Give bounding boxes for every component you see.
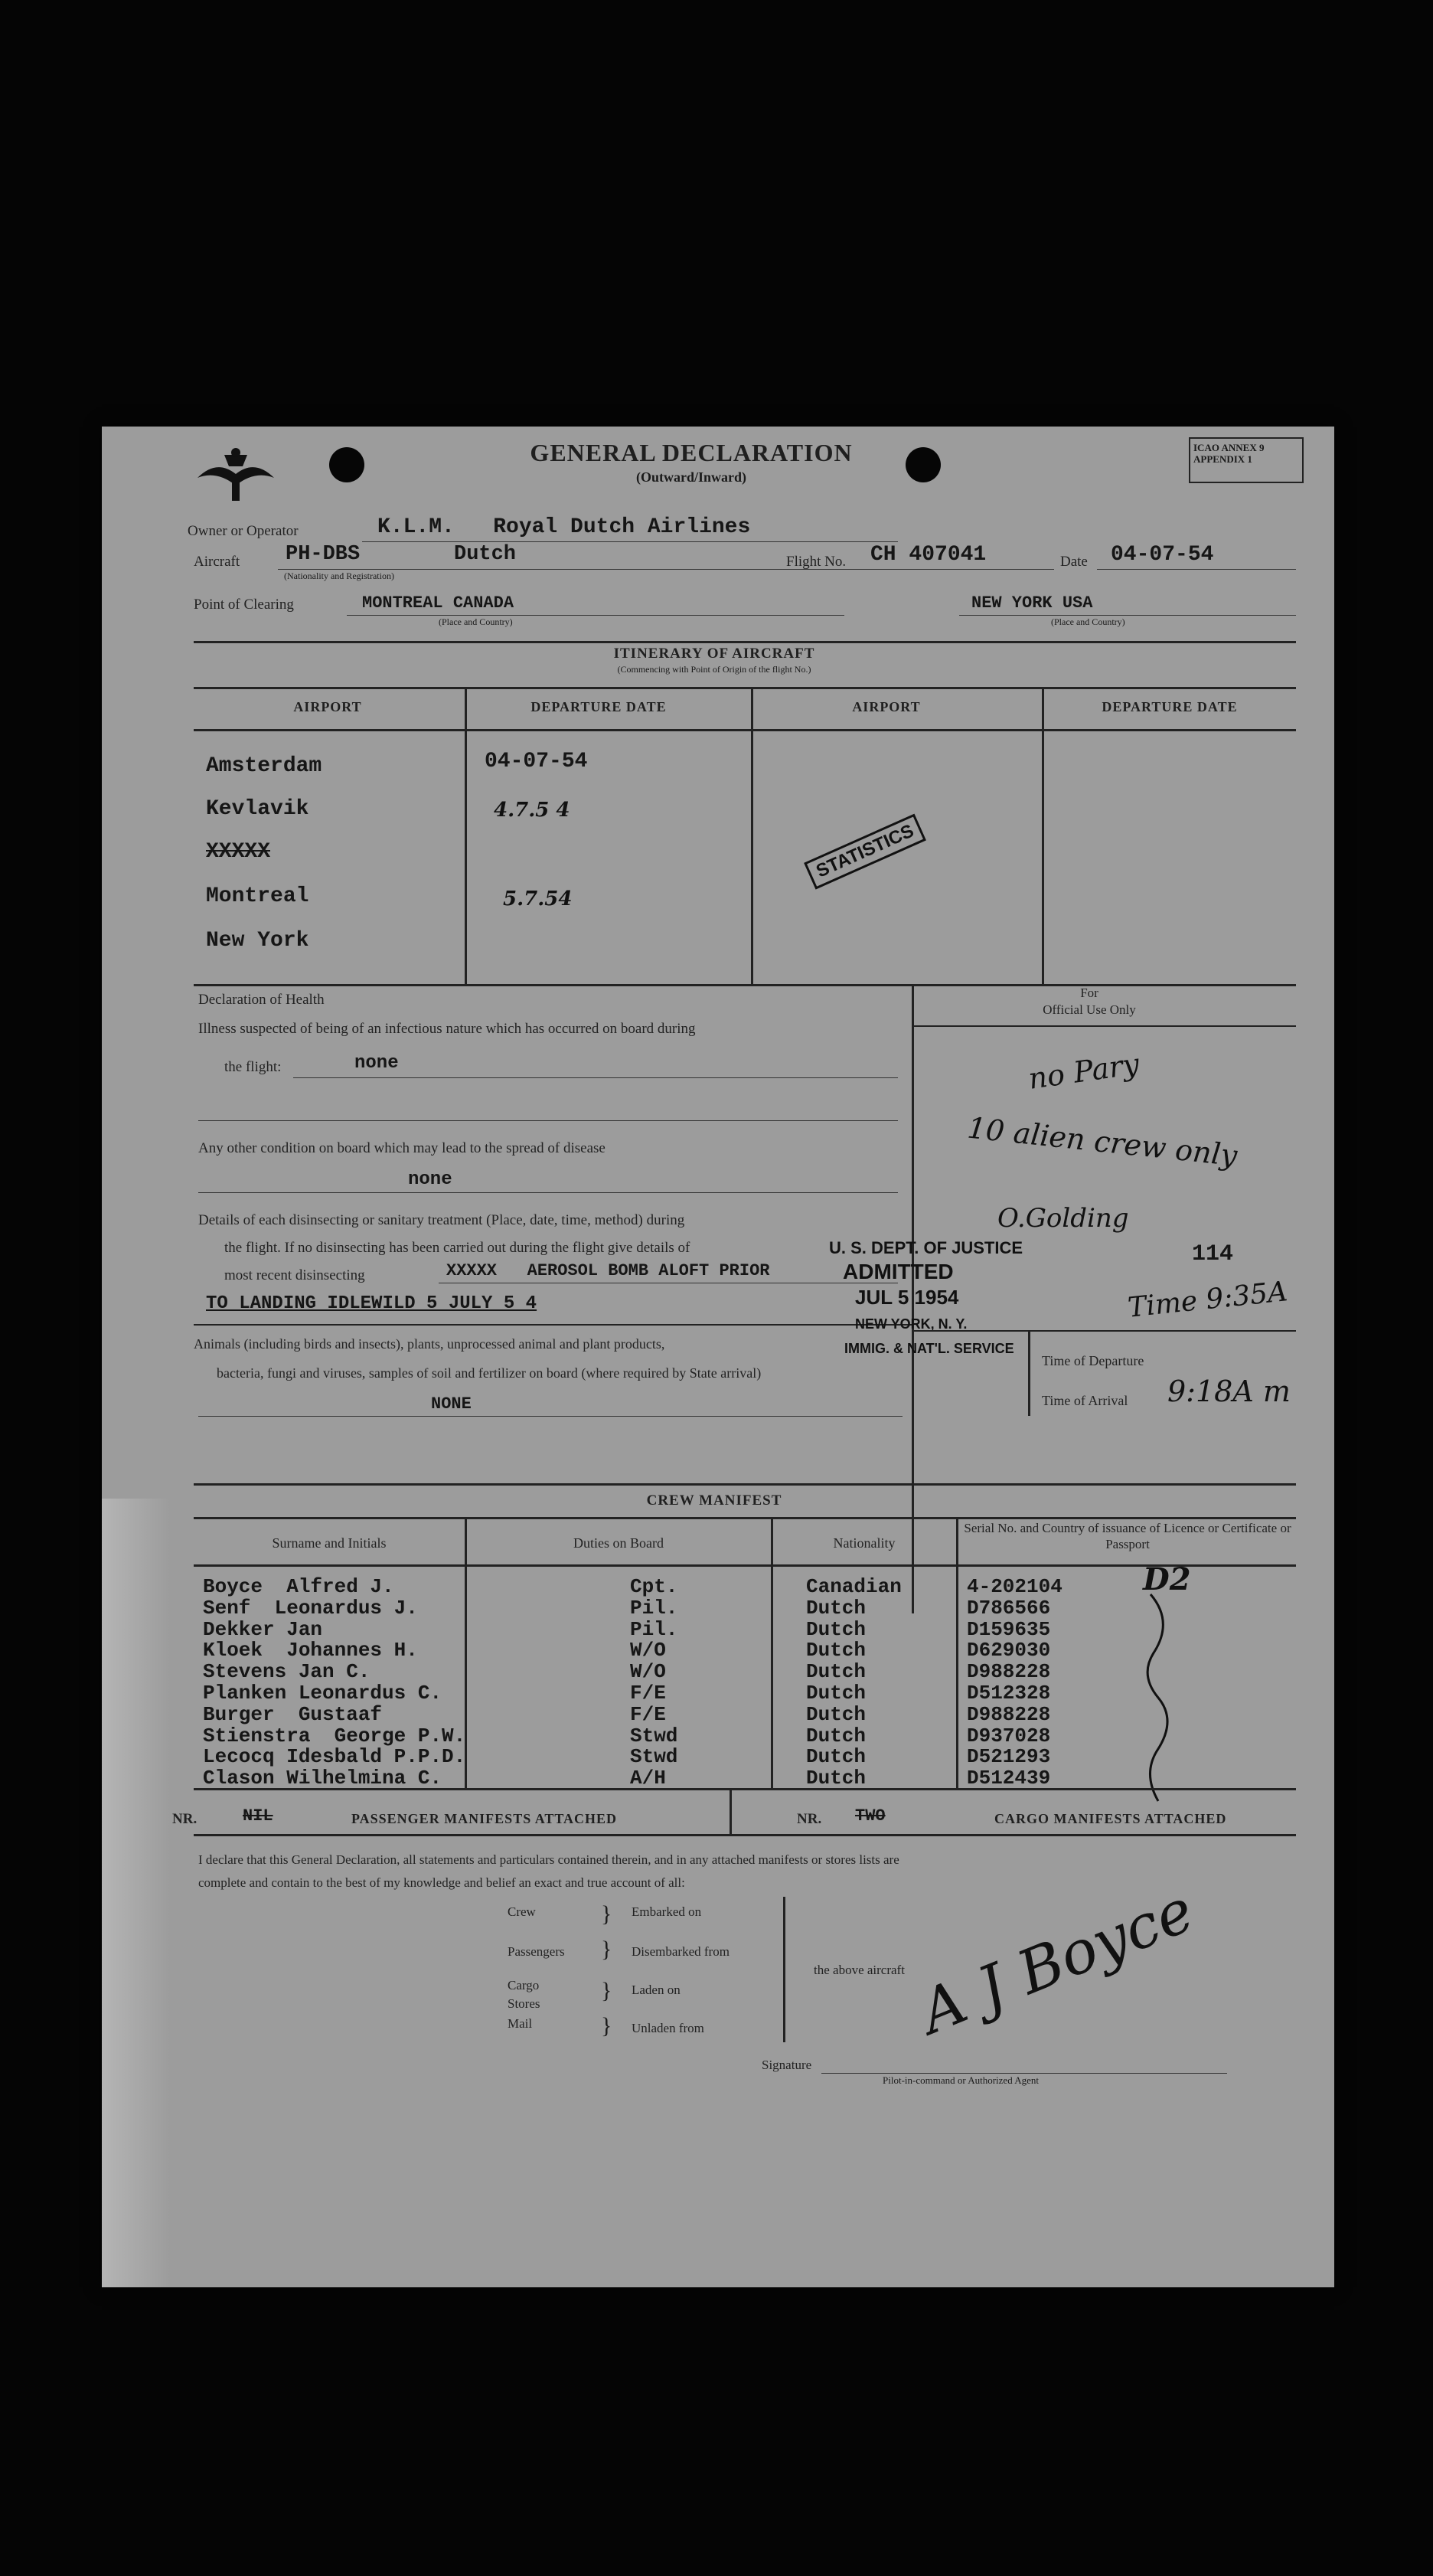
col-date-2: DEPARTURE DATE (1102, 699, 1238, 714)
owner-label: Owner or Operator (188, 523, 299, 539)
passenger-nr-value: NIL (243, 1806, 273, 1826)
crew-hand-mark: D2 (1143, 1561, 1191, 1597)
health-a3: XXXXX AEROSOL BOMB ALOFT PRIOR (446, 1261, 770, 1280)
annex-box: ICAO ANNEX 9 APPENDIX 1 (1189, 437, 1304, 483)
crew-col-duty: Duties on Board (573, 1535, 664, 1551)
date-label: Date (1060, 554, 1088, 570)
decl-disembarked: Disembarked from (632, 1944, 730, 1959)
crew-duty: W/O (630, 1639, 666, 1662)
cargo-manifest-label: CARGO MANIFESTS ATTACHED (994, 1811, 1227, 1826)
health-title: Declaration of Health (198, 992, 325, 1008)
official-title: For (1080, 986, 1098, 1000)
official-time: Time 9:35A (1126, 1276, 1289, 1324)
general-declaration-form (102, 427, 1334, 2287)
health-q1-line2: the flight: (224, 1059, 282, 1075)
crew-title: CREW MANIFEST (646, 1492, 782, 1509)
crew-name: Lecocq Idesbald P.P.D. (203, 1745, 466, 1769)
crew-nationality: Dutch (806, 1639, 867, 1662)
col-airport-2: AIRPORT (852, 699, 921, 714)
itin-airport: Kevlavik (206, 797, 309, 821)
itinerary-title: ITINERARY OF AIRCRAFT (613, 646, 815, 662)
departure-time-label: Time of Departure (1042, 1353, 1144, 1368)
crew-duty: F/E (630, 1702, 666, 1726)
col-date-1: DEPARTURE DATE (530, 699, 667, 714)
cargo-nr-label: NR. (797, 1811, 822, 1827)
crew-nationality: Dutch (806, 1660, 867, 1684)
crew-duty: W/O (630, 1660, 666, 1684)
health-a2: none (408, 1169, 452, 1190)
owner-value: K.L.M. Royal Dutch Airlines (377, 515, 751, 539)
crew-serial: 4-202104 (967, 1575, 1063, 1598)
arrival-time-hand: 9:18A m (1167, 1375, 1291, 1408)
crew-serial: D988228 (967, 1660, 1051, 1684)
admitted-stamp-date: JUL 5 1954 (855, 1286, 959, 1309)
crew-name: Stienstra George P.W. (203, 1724, 466, 1747)
admitted-stamp-line: U. S. DEPT. OF JUSTICE (829, 1238, 1023, 1257)
decl-item-cargo: Cargo (508, 1978, 540, 1992)
crew-duty: F/E (630, 1682, 666, 1705)
crew-name: Dekker Jan (203, 1617, 323, 1641)
official-initials: O.Golding (997, 1203, 1129, 1234)
crew-nationality: Dutch (806, 1724, 867, 1747)
health-q4-line2: bacteria, fungi and viruses, samples of soil and fertilizer on board (where required by State arrival) (217, 1365, 762, 1381)
klm-logo-icon (194, 443, 278, 505)
flight-value: CH 407041 (870, 543, 987, 567)
punch-hole (329, 447, 364, 482)
cargo-nr-value: TWO (855, 1806, 886, 1826)
crew-serial: D937028 (967, 1724, 1051, 1747)
itin-date: 5.7.54 (503, 888, 573, 910)
itinerary-subtitle: (Commencing with Point of Origin of the flight No.) (617, 664, 811, 675)
signature-label: Signature (762, 2058, 812, 2072)
official-hand-note: no Pary (1026, 1047, 1141, 1096)
official-hand-note: 10 alien crew only (965, 1110, 1239, 1173)
itin-airport: Montreal (206, 884, 309, 908)
crew-serial: D159635 (967, 1617, 1051, 1641)
crew-duty: A/H (630, 1767, 666, 1790)
crew-serial: D512439 (967, 1767, 1051, 1790)
health-q4: Animals (including birds and insects), plants, unprocessed animal and plant products, (194, 1336, 665, 1352)
crew-duty: Pil. (630, 1617, 678, 1641)
crew-serial: D988228 (967, 1702, 1051, 1726)
decl-item-mail: Mail (508, 2016, 533, 2031)
crew-nationality: Dutch (806, 1745, 867, 1769)
statistics-stamp: STATISTICS (804, 813, 926, 889)
crew-bracket-mark (1135, 1590, 1181, 1805)
brace-icon: } (601, 1937, 612, 1962)
decl-unladen: Unladen from (632, 2021, 704, 2035)
health-a1: none (354, 1053, 399, 1074)
signature-caption: Pilot-in-command or Authorized Agent (883, 2074, 1039, 2086)
arrival-note: (Place and Country) (1051, 616, 1125, 627)
aircraft-value: PH-DBS (286, 543, 361, 566)
decl-item-passengers: Passengers (508, 1944, 565, 1959)
crew-name: Kloek Johannes H. (203, 1639, 418, 1662)
crew-nationality: Dutch (806, 1617, 867, 1641)
crew-name: Stevens Jan C. (203, 1660, 370, 1684)
crew-duty: Stwd (630, 1745, 678, 1769)
crew-name: Boyce Alfred J. (203, 1575, 394, 1598)
crew-duty: Cpt. (630, 1575, 678, 1598)
brace-icon: } (601, 2013, 612, 2038)
crew-name: Senf Leonardus J. (203, 1596, 418, 1620)
crew-col-nationality: Nationality (833, 1535, 896, 1551)
admitted-stamp-word: ADMITTED (843, 1260, 954, 1283)
declaration-line2: complete and contain to the best of my knowledge and belief an exact and true account of all: (198, 1875, 685, 1890)
aircraft-label: Aircraft (194, 554, 240, 570)
health-q1: Illness suspected of being of an infectious nature which has occurred on board during (198, 1021, 696, 1037)
departure-note: (Place and Country) (439, 616, 513, 627)
decl-item-crew: Crew (508, 1904, 536, 1919)
punch-hole (906, 447, 941, 482)
health-q3: Details of each disinsecting or sanitary treatment (Place, date, time, method) during (198, 1212, 685, 1228)
itin-date: 4.7.5 4 (494, 799, 570, 822)
health-q3-line3: most recent disinsecting (224, 1267, 365, 1283)
crew-serial: D512328 (967, 1682, 1051, 1705)
crew-col-serial: Serial No. and Country of issuance of Licence or Certificate or Passport (964, 1521, 1291, 1551)
crew-name: Clason Wilhelmina C. (203, 1767, 442, 1790)
clearing-label: Point of Clearing (194, 597, 294, 613)
crew-serial: D521293 (967, 1745, 1051, 1769)
marks-note: (Nationality and Registration) (284, 570, 394, 581)
aircraft-nationality: Dutch (454, 543, 517, 566)
crew-nationality: Dutch (806, 1767, 867, 1790)
paper-fold (102, 1499, 171, 2287)
form-title: GENERAL DECLARATION (530, 439, 853, 466)
crew-name: Planken Leonardus C. (203, 1682, 442, 1705)
crew-nationality: Canadian (806, 1575, 902, 1598)
health-q2: Any other condition on board which may lead to the spread of disease (198, 1140, 606, 1156)
form-subtitle: (Outward/Inward) (635, 469, 746, 485)
crew-nationality: Dutch (806, 1682, 867, 1705)
crew-serial: D786566 (967, 1596, 1051, 1620)
itin-airport-struck: XXXXX (206, 840, 271, 864)
crew-name: Burger Gustaaf (203, 1702, 383, 1726)
admitted-stamp-service: IMMIG. & NAT'L. SERVICE (844, 1341, 1014, 1356)
crew-duty: Stwd (630, 1724, 678, 1747)
official-title-line2: Official Use Only (1043, 1002, 1136, 1017)
health-a3-line2: TO LANDING IDLEWILD 5 JULY 5 4 (206, 1293, 537, 1314)
crew-serial: D629030 (967, 1639, 1051, 1662)
brace-icon: } (601, 1978, 612, 2003)
itin-airport: New York (206, 929, 309, 953)
arrival-place: NEW YORK USA (971, 593, 1093, 613)
health-q3-line2: the flight. If no disinsecting has been carried out during the flight give details of (224, 1240, 690, 1256)
crew-nationality: Dutch (806, 1596, 867, 1620)
col-airport-1: AIRPORT (293, 699, 362, 714)
crew-col-name: Surname and Initials (272, 1535, 387, 1551)
decl-embarked: Embarked on (632, 1904, 702, 1919)
passenger-manifest-label: PASSENGER MANIFESTS ATTACHED (351, 1811, 618, 1826)
admitted-stamp-place: NEW YORK, N. Y. (855, 1316, 968, 1332)
date-value: 04-07-54 (1111, 543, 1214, 567)
health-a4: NONE (431, 1394, 472, 1414)
departure-place: MONTREAL CANADA (362, 593, 514, 613)
itin-airport: Amsterdam (206, 754, 322, 778)
arrival-time-label: Time of Arrival (1042, 1393, 1128, 1408)
signature-hand: A J Boyce (910, 1875, 1203, 2048)
decl-item-stores: Stores (508, 1996, 540, 2011)
declaration-line1: I declare that this General Declaration, all statements and particulars contained therein, and in any attached manifests or stores lists are (198, 1852, 899, 1867)
itin-date: 04-07-54 (485, 750, 588, 773)
decl-laden: Laden on (632, 1983, 681, 1997)
flight-label: Flight No. (786, 554, 847, 570)
decl-above-aircraft: the above aircraft (814, 1963, 905, 1977)
crew-nationality: Dutch (806, 1702, 867, 1726)
crew-duty: Pil. (630, 1596, 678, 1620)
passenger-nr-label: NR. (172, 1811, 197, 1827)
brace-icon: } (601, 1901, 612, 1927)
official-number: 114 (1192, 1241, 1234, 1267)
